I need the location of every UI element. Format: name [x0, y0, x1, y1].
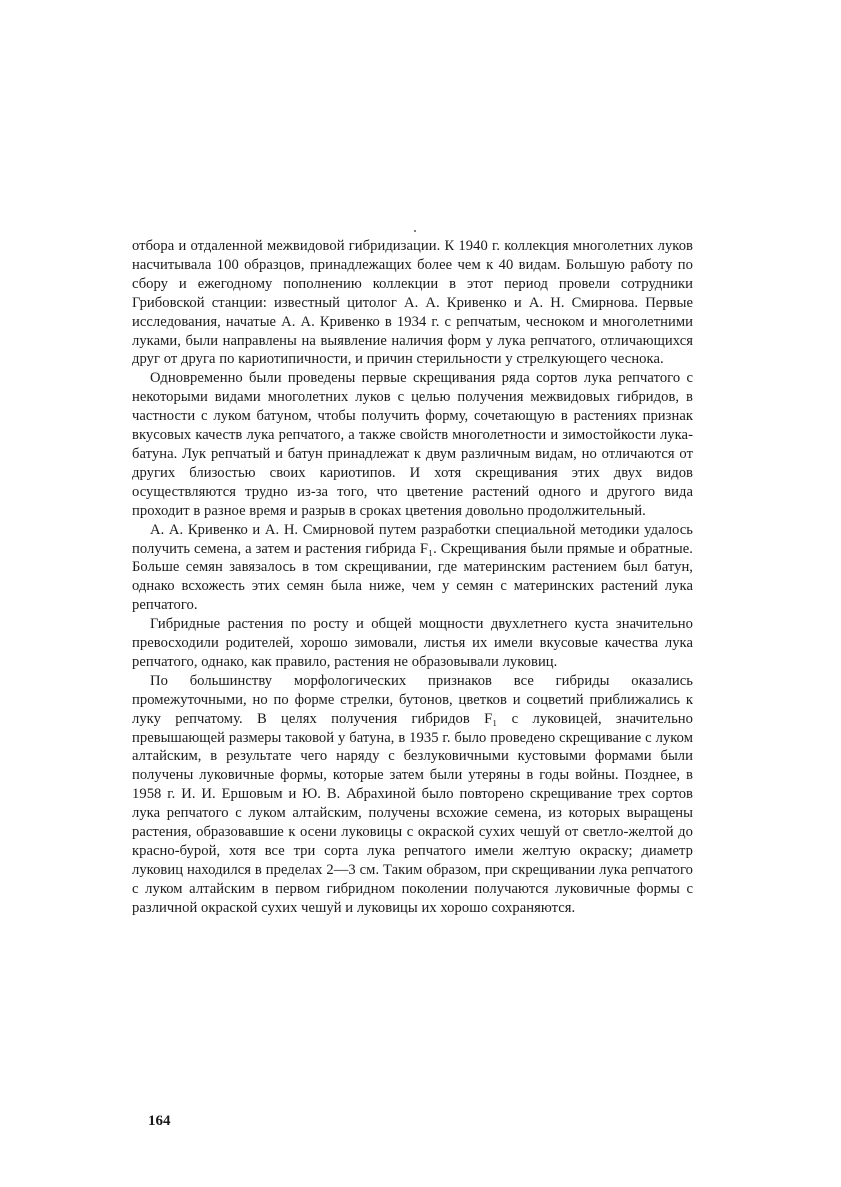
paragraph-2: Одновременно были проведены первые скрещивания ряда сортов лука репчатого с некоторыми видами многолетних луков с целью получения межвидовых гибридов, в частности с луком батуном, чтобы получить форму, сочетающую в растениях признак вкусовых качеств лука репчатого, а также свойств многолетности и зимостойкости лука-батуна. Лук репчатый и батун принадлежат к двум различным видам, но отличаются от других близостью своих кариотипов. И хотя скрещивания этих двух видов осуществляются трудно из-за того, что цветение растений одного и другого вида проходит в разное время и разрыв в сроках цветения довольно продолжительный.	[132, 370, 693, 519]
body-text	[132, 237, 693, 918]
paragraph-3: А. А. Кривенко и А. Н. Смирновой путем разработки специальной методики удалось получить семена, а затем и растения гибрида F₁. Скрещивания были прямые и обратные. Больше семян завязалось в том скрещивании, где материнским растением был батун, однако всхожесть этих семян была ниже, чем у семян с материнских растений лука репчатого.	[132, 521, 693, 614]
paragraph-1: отбора и отдаленной межвидовой гибридизации. К 1940 г. коллекция многолетних луков насчитывала 100 образцов, принадлежащих более чем к 40 видам. Большую работу по сбору и ежегодному пополнению коллекции в этот период провели сотрудники Грибовской станции: известный цитолог А. А. Кривенко и А. Н. Смирнова. Первые исследования, начатые А. А. Кривенко в 1934 г. с репчатым, чесноком и многолетними луками, были направлены на выявление наличия форм у лука репчатого, отличающихся друг от друга по кариотипичности, и причин стерильности у стрелкующего чеснока.	[132, 238, 693, 368]
paragraph-5: По большинству морфологических признаков все гибриды оказались промежуточными, но по форме стрелки, бутонов, цветков и соцветий приближались к луку репчатому. В целях получения гибридов F₁ с луковицей, значительно превышающей размеры таковой у батуна, в 1935 г. было проведено скрещивание с луком алтайским, в результате чего наряду с безлуковичными кустовыми формами были получены луковичные формы, которые затем были утеряны в годы войны. Позднее, в 1958 г. И. И. Ершовым и Ю. В. Абрахиной было повторено скрещивание трех сортов лука репчатого с луком алтайским, получены всхожие семена, из которых выращены растения, образовавшие к осени луковицы с окраской сухих чешуй от светло-желтой до красно-бурой, хотя все три сорта лука репчатого имели желтую окраску; диаметр луковиц находился в пределах 2—3 см. Таким образом, при скрещивании лука репчатого с луком алтайским в первом гибридном поколении получаются луковичные формы с различной окраской сухих чешуй и луковицы их хорошо сохраняются.	[132, 672, 693, 916]
scan-speck	[414, 230, 416, 232]
paragraph-4: Гибридные растения по росту и общей мощности двухлетнего куста значительно превосходили родителей, хорошо зимовали, листья их имели вкусовые качества лука репчатого, однако, как правило, растения не образовывали луковиц.	[132, 616, 693, 670]
page-number: 164	[148, 1113, 171, 1129]
